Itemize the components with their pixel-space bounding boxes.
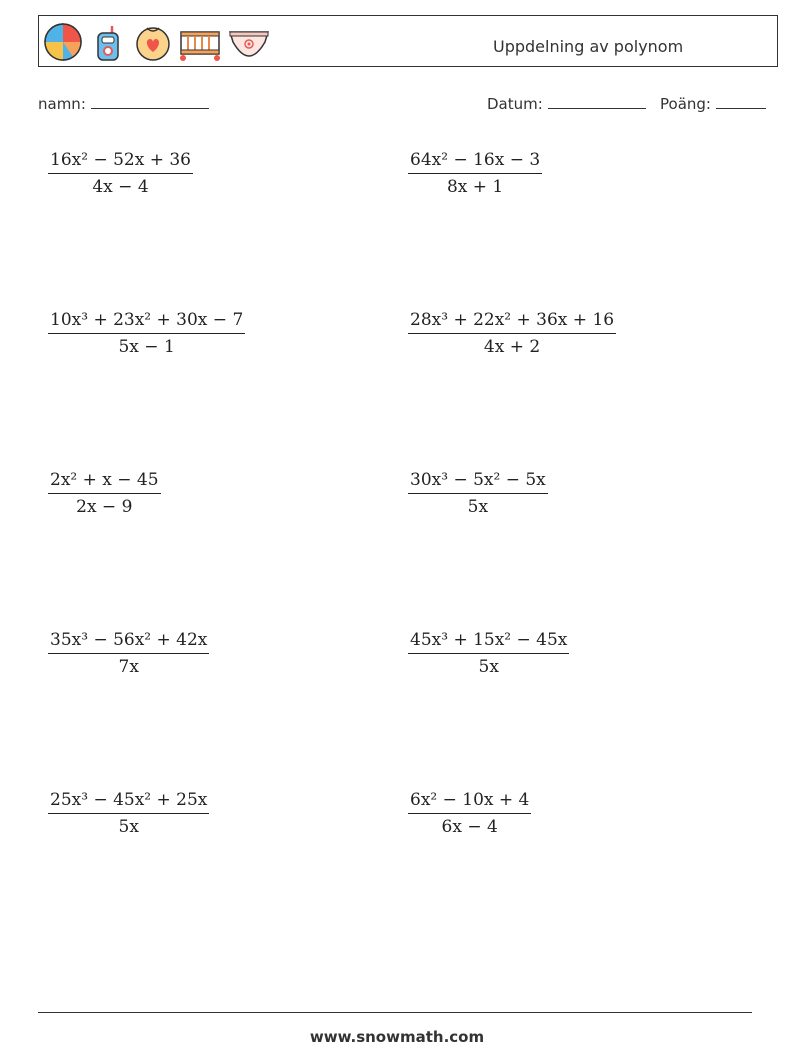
numerator: 2x² + x − 45 [50, 470, 159, 490]
numerator: 25x³ − 45x² + 25x [50, 790, 208, 810]
numerator: 16x² − 52x + 36 [50, 150, 191, 170]
problem-2 [408, 150, 542, 197]
numerator: 6x² − 10x + 4 [410, 790, 530, 810]
denominator: 4x + 2 [408, 333, 616, 357]
baby-bib-icon [133, 22, 173, 62]
denominator: 5x [48, 813, 209, 837]
footer-site[interactable]: www.snowmath.com [309, 1028, 485, 1046]
denominator: 7x [48, 653, 209, 677]
denominator: 5x − 1 [48, 333, 245, 357]
problem-7 [48, 630, 209, 677]
problem-5 [48, 470, 161, 517]
problem-3 [48, 310, 245, 357]
beach-ball-icon [43, 22, 83, 62]
problem-1 [48, 150, 193, 197]
fraction [408, 310, 616, 357]
numerator: 28x³ + 22x² + 36x + 16 [410, 310, 615, 330]
date-label: Datum: [487, 95, 543, 113]
problem-8 [408, 630, 569, 677]
denominator: 6x − 4 [408, 813, 531, 837]
score-field [660, 94, 766, 113]
numerator: 35x³ − 56x² + 42x [50, 630, 208, 650]
denominator: 2x − 9 [48, 493, 161, 517]
footer-divider [38, 1012, 752, 1013]
student-fields [38, 94, 770, 118]
diaper-icon [227, 22, 271, 62]
numerator: 10x³ + 23x² + 30x − 7 [50, 310, 244, 330]
numerator: 45x³ + 15x² − 45x [410, 630, 568, 650]
date-field [487, 94, 646, 113]
name-label: namn: [38, 95, 86, 113]
worksheet-header [38, 15, 778, 67]
fraction [48, 150, 193, 197]
fraction [48, 630, 209, 677]
problem-4 [408, 310, 616, 357]
fraction [48, 310, 245, 357]
denominator: 5x [408, 653, 569, 677]
page-title: Uppdelning av polynom [493, 37, 684, 56]
denominator: 5x [408, 493, 548, 517]
denominator: 8x + 1 [408, 173, 542, 197]
fraction [408, 790, 531, 837]
problem-9 [48, 790, 209, 837]
fraction [48, 790, 209, 837]
fraction [48, 470, 161, 517]
baby-monitor-icon [88, 22, 128, 62]
crib-icon [178, 22, 222, 62]
name-field [38, 94, 209, 113]
date-blank[interactable] [548, 94, 646, 109]
numerator: 30x³ − 5x² − 5x [410, 470, 546, 490]
problem-6 [408, 470, 548, 517]
fraction [408, 630, 569, 677]
denominator: 4x − 4 [48, 173, 193, 197]
score-blank[interactable] [716, 94, 766, 109]
numerator: 64x² − 16x − 3 [410, 150, 541, 170]
name-blank[interactable] [91, 94, 209, 109]
fraction [408, 150, 542, 197]
problem-10 [408, 790, 531, 837]
score-label: Poäng: [660, 95, 711, 113]
header-icons [43, 20, 276, 64]
fraction [408, 470, 548, 517]
